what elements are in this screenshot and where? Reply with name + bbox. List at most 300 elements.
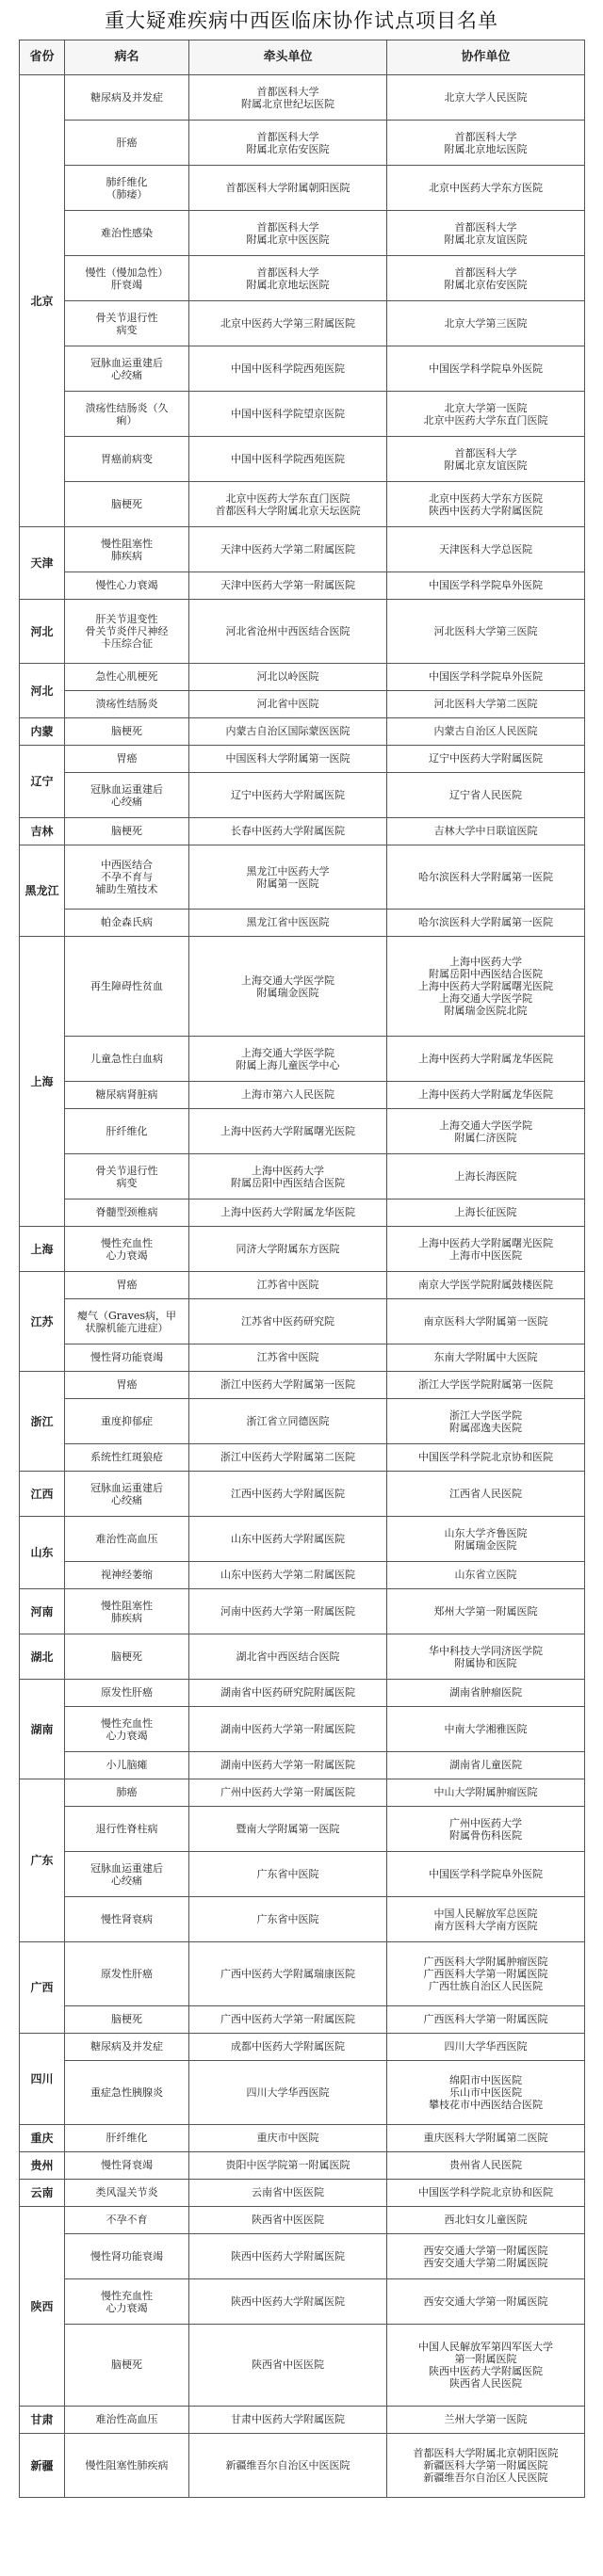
partner-unit-cell-line: 中国人民解放军总医院 <box>433 1907 538 1920</box>
lead-unit-cell <box>189 1680 387 1707</box>
partner-unit-cell-line: 山东省立医院 <box>454 1569 517 1581</box>
disease-cell-line: 心绞痛 <box>111 1493 142 1506</box>
disease-cell-line: 慢性肾衰竭 <box>101 2159 153 2171</box>
lead-unit-cell-line: 重庆市中医院 <box>256 2132 319 2144</box>
lead-unit-cell <box>189 910 387 937</box>
lead-unit-cell <box>189 437 387 482</box>
lead-unit-cell-line: 上海中医药大学 <box>252 1164 324 1177</box>
disease-cell <box>65 2006 189 2034</box>
disease-cell <box>65 2061 189 2125</box>
lead-unit-cell-line: 山东中医药大学附属医院 <box>231 1532 345 1545</box>
province-cell: 河北 <box>20 664 65 718</box>
disease-cell-line: 冠脉血运重建后 <box>90 782 163 796</box>
disease-cell-line: 瘿气（Graves病，甲 <box>77 1309 176 1322</box>
lead-unit-cell <box>189 1037 387 1082</box>
lead-unit-cell-line: 附属第一医院 <box>256 877 319 890</box>
table-row <box>20 1472 585 1517</box>
partner-unit-cell <box>387 346 585 392</box>
partner-unit-cell-line: 广西壮族自治区人民医院 <box>429 1980 543 1992</box>
partner-unit-cell <box>387 2434 585 2498</box>
disease-cell <box>65 256 189 301</box>
disease-cell-line: 脑梗死 <box>111 497 142 510</box>
disease-cell-line: 慢性阻塞性肺疾病 <box>85 2458 169 2471</box>
partner-unit-cell <box>387 166 585 211</box>
lead-unit-cell-line: 中国医科大学附属第一医院 <box>225 752 350 765</box>
partner-unit-cell-line: 中国医学科学院北京协和医院 <box>418 2186 553 2198</box>
province-cell: 浙江 <box>20 1372 65 1472</box>
partner-unit-cell-line: 首都医科大学 <box>454 446 517 459</box>
lead-unit-cell-line: 成都中医药大学附属医院 <box>231 2040 345 2053</box>
lead-unit-cell-line: 同济大学附属东方医院 <box>236 1242 340 1255</box>
disease-cell-line: （肺痿） <box>106 187 148 201</box>
lead-unit-cell-line: 江苏省中医院 <box>256 1279 319 1291</box>
province-cell: 河南 <box>20 1589 65 1634</box>
lead-unit-cell-line: 附属瑞金医院 <box>256 986 319 999</box>
disease-cell <box>65 1154 189 1199</box>
table-row <box>20 1199 585 1227</box>
lead-unit-cell <box>189 1852 387 1897</box>
disease-cell-line: 糖尿病及并发症 <box>90 2040 163 2053</box>
lead-unit-cell-line: 首都医科大学 <box>256 130 319 143</box>
disease-cell-line: 病变 <box>116 1176 138 1189</box>
table-row <box>20 527 585 572</box>
disease-cell-line: 慢性肾功能衰竭 <box>90 2249 163 2262</box>
disease-cell-line: 系统性红斑狼疮 <box>90 1451 163 1463</box>
disease-cell-line: 冠脉血运重建后 <box>90 1861 163 1875</box>
partner-unit-cell-line: 华中科技大学同济医学院 <box>429 1644 543 1657</box>
disease-cell <box>65 1272 189 1299</box>
partner-unit-cell <box>387 1399 585 1444</box>
province-cell: 上海 <box>20 1227 65 1272</box>
partner-unit-cell-line: 西北妇女儿童医院 <box>444 2214 528 2226</box>
lead-unit-cell-line: 上海交通大学医学院 <box>241 1046 334 1059</box>
partner-unit-cell-line: 中国医学科学院北京协和医院 <box>418 1451 553 1463</box>
table-row <box>20 746 585 773</box>
table-row <box>20 437 585 482</box>
partner-unit-cell-line: 新疆维吾尔自治区人民医院 <box>423 2471 548 2484</box>
table-row <box>20 2234 585 2279</box>
lead-unit-cell <box>189 1517 387 1562</box>
table-row <box>20 1779 585 1807</box>
disease-cell-line: 慢性肾衰病 <box>101 1912 153 1925</box>
disease-cell <box>65 1942 189 2006</box>
disease-cell <box>65 818 189 845</box>
province-cell: 辽宁 <box>20 746 65 818</box>
partner-unit-cell-line: 上海长海医院 <box>454 1169 517 1183</box>
table-row <box>20 1444 585 1472</box>
disease-cell-line: 糖尿病及并发症 <box>90 90 163 104</box>
disease-cell-line: 慢性心力衰竭 <box>95 579 158 591</box>
lead-unit-cell-line: 内蒙古自治区国际蒙医医院 <box>225 725 350 737</box>
disease-cell-line: 溃疡性结肠炎（久 <box>85 401 169 414</box>
lead-unit-cell <box>189 392 387 437</box>
partner-unit-cell <box>387 2234 585 2279</box>
lead-unit-cell <box>189 2325 387 2407</box>
partner-unit-cell <box>387 1752 585 1779</box>
lead-unit-cell-line: 浙江中医药大学附属第一医院 <box>220 1378 355 1391</box>
disease-cell <box>65 1344 189 1372</box>
disease-cell-line: 难治性感染 <box>101 226 153 239</box>
province-cell: 吉林 <box>20 818 65 845</box>
lead-unit-cell <box>189 937 387 1037</box>
partner-unit-cell-line: 重庆医科大学附属第二医院 <box>423 2132 548 2144</box>
partner-unit-cell <box>387 2152 585 2180</box>
table-row <box>20 121 585 166</box>
partner-unit-cell-line: 哈尔滨医科大学附属第一医院 <box>418 916 553 928</box>
lead-unit-cell <box>189 1752 387 1779</box>
partner-unit-cell-line: 附属协和医院 <box>454 1656 517 1669</box>
lead-unit-cell <box>189 2034 387 2061</box>
table-row <box>20 2125 585 2152</box>
partner-unit-cell <box>387 1372 585 1399</box>
partner-unit-cell-line: 上海市中医医院 <box>449 1248 522 1262</box>
partner-unit-cell-line: 附属北京友谊医院 <box>444 233 528 246</box>
partner-unit-cell <box>387 746 585 773</box>
partner-unit-cell <box>387 211 585 256</box>
partner-unit-cell <box>387 910 585 937</box>
partner-unit-cell-line: 上海中医药大学附属曙光医院 <box>418 980 553 992</box>
partner-unit-cell-line: 中国医学科学院阜外医院 <box>429 1867 543 1880</box>
disease-cell <box>65 1852 189 1897</box>
disease-cell-line: 慢性阻塞性 <box>101 537 153 550</box>
disease-cell-line: 胃癌 <box>116 1279 138 1291</box>
province-cell: 重庆 <box>20 2125 65 2152</box>
partner-unit-cell-line: 攀枝花市中西医结合医院 <box>429 2099 543 2111</box>
disease-cell-line: 急性心肌梗死 <box>95 670 158 683</box>
partner-unit-cell <box>387 2125 585 2152</box>
table-row <box>20 691 585 718</box>
lead-unit-cell-line: 湖南省中医药研究院附属医院 <box>220 1686 355 1699</box>
disease-cell <box>65 2207 189 2234</box>
partner-unit-cell <box>387 1897 585 1942</box>
partner-unit-cell <box>387 2207 585 2234</box>
partner-unit-cell-line: 南京医科大学附属第一医院 <box>423 1314 548 1328</box>
table-row <box>20 1109 585 1154</box>
lead-unit-cell-line: 广西中医药大学第一附属医院 <box>220 2013 355 2025</box>
lead-unit-cell-line: 附属上海儿童医学中心 <box>236 1058 340 1071</box>
lead-unit-cell <box>189 256 387 301</box>
lead-unit-cell-line: 浙江中医药大学附属第二医院 <box>220 1451 355 1463</box>
disease-cell-line: 骨关节炎伴尺神经 <box>85 625 169 637</box>
disease-cell <box>65 1227 189 1272</box>
lead-unit-cell <box>189 1109 387 1154</box>
lead-unit-cell-line: 附属岳阳中西医结合医院 <box>231 1176 345 1189</box>
province-cell: 广西 <box>20 1942 65 2034</box>
lead-unit-cell-line: 陕西中医药大学附属医院 <box>231 2294 345 2308</box>
table-row <box>20 2180 585 2207</box>
disease-cell <box>65 392 189 437</box>
disease-cell <box>65 910 189 937</box>
lead-unit-cell <box>189 2180 387 2207</box>
partner-unit-cell <box>387 1562 585 1589</box>
lead-unit-cell <box>189 845 387 910</box>
disease-cell-line: 心力衰竭 <box>106 2301 148 2314</box>
partner-unit-cell-line: 辽宁中医药大学附属医院 <box>429 752 543 765</box>
table-row <box>20 211 585 256</box>
lead-unit-cell <box>189 1779 387 1807</box>
table-row <box>20 2152 585 2180</box>
lead-unit-cell-line: 湖北省中西医结合医院 <box>236 1650 340 1663</box>
partner-unit-cell <box>387 1680 585 1707</box>
disease-cell-line: 胃癌 <box>116 752 138 765</box>
disease-cell-line: 脑梗死 <box>111 1650 142 1663</box>
province-cell: 广东 <box>20 1779 65 1942</box>
disease-cell <box>65 166 189 211</box>
partner-unit-cell-line: 北京中医药大学东直门医院 <box>423 413 548 427</box>
partner-unit-cell <box>387 1227 585 1272</box>
partner-unit-cell-line: 湖南省儿童医院 <box>449 1759 522 1771</box>
lead-unit-cell-line: 四川大学华西医院 <box>246 2085 330 2099</box>
lead-unit-cell-line: 甘肃中医药大学附属医院 <box>231 2413 345 2425</box>
province-cell: 上海 <box>20 937 65 1227</box>
table-row <box>20 818 585 845</box>
lead-unit-cell <box>189 600 387 664</box>
table-row <box>20 1372 585 1399</box>
table-row <box>20 2034 585 2061</box>
partner-unit-cell-line: 内蒙古自治区人民医院 <box>433 725 538 737</box>
partner-unit-cell-line: 乐山市中医医院 <box>449 2086 522 2099</box>
lead-unit-cell <box>189 1807 387 1852</box>
lead-unit-cell-line: 湖南中医药大学第一附属医院 <box>220 1722 355 1735</box>
lead-unit-cell-line: 上海交通大学医学院 <box>241 974 334 987</box>
lead-unit-cell <box>189 1589 387 1634</box>
disease-cell <box>65 1082 189 1109</box>
province-cell: 山东 <box>20 1517 65 1589</box>
partner-unit-cell <box>387 1589 585 1634</box>
partner-unit-cell <box>387 392 585 437</box>
disease-cell-line: 骨关节退行性 <box>95 311 158 324</box>
disease-cell-line: 卡压综合征 <box>101 637 153 650</box>
disease-cell-line: 难治性高血压 <box>95 1532 158 1545</box>
partner-unit-cell-line: 中南大学湘雅医院 <box>444 1722 528 1735</box>
partner-unit-cell-line: 北京大学第一医院 <box>444 401 528 414</box>
partner-unit-cell-line: 新疆医科大学第一附属医院 <box>423 2459 548 2471</box>
partner-unit-cell-line: 首都医科大学 <box>454 266 517 279</box>
partner-unit-cell <box>387 1444 585 1472</box>
lead-unit-cell <box>189 773 387 818</box>
disease-cell-line: 慢性（慢加急性） <box>85 266 169 279</box>
header-lead-unit: 牵头单位 <box>189 40 387 75</box>
disease-cell-line: 冠脉血运重建后 <box>90 356 163 369</box>
partner-unit-cell-line: 附属仁济医院 <box>454 1131 517 1144</box>
disease-cell-line: 肝癌 <box>116 136 138 149</box>
lead-unit-cell-line: 北京中医药大学第三附属医院 <box>220 316 355 330</box>
partner-unit-cell-line: 广州中医药大学 <box>449 1816 522 1829</box>
lead-unit-cell <box>189 1272 387 1299</box>
table-row <box>20 2279 585 2325</box>
table-row <box>20 845 585 910</box>
table-row <box>20 1752 585 1779</box>
partner-unit-cell <box>387 2180 585 2207</box>
partner-unit-cell <box>387 2407 585 2434</box>
partner-unit-cell-line: 中国医学科学院阜外医院 <box>429 579 543 591</box>
table-header-row <box>20 40 585 75</box>
lead-unit-cell <box>189 2207 387 2234</box>
disease-cell-line: 溃疡性结肠炎 <box>95 698 158 710</box>
header-disease: 病名 <box>65 40 189 75</box>
province-cell: 河北 <box>20 600 65 664</box>
partner-unit-cell-line: 河北医科大学第二医院 <box>433 698 538 710</box>
partner-unit-cell-line: 上海交通大学医学院 <box>439 1119 532 1132</box>
disease-cell-line: 心绞痛 <box>111 795 142 808</box>
province-cell: 湖南 <box>20 1680 65 1779</box>
lead-unit-cell-line: 附属北京佑安医院 <box>246 142 330 155</box>
lead-unit-cell-line: 河北省沧州中西医结合医院 <box>225 624 350 637</box>
disease-cell <box>65 1752 189 1779</box>
partner-unit-cell-line: 附属瑞金医院北院 <box>444 1005 528 1017</box>
table-row <box>20 1344 585 1372</box>
partner-unit-cell-line: 西安交通大学第一附属医院 <box>423 2294 548 2308</box>
lead-unit-cell <box>189 121 387 166</box>
partner-unit-cell-line: 附属岳阳中西医结合医院 <box>429 968 543 980</box>
table-row <box>20 1082 585 1109</box>
disease-cell <box>65 1109 189 1154</box>
lead-unit-cell <box>189 1227 387 1272</box>
partner-unit-cell-line: 第一附属医院 <box>454 2353 517 2365</box>
table-row <box>20 1942 585 2006</box>
partner-unit-cell <box>387 1344 585 1372</box>
table-row <box>20 1562 585 1589</box>
lead-unit-cell <box>189 746 387 773</box>
disease-cell-line: 慢性充血性 <box>101 1716 153 1730</box>
lead-unit-cell <box>189 2279 387 2325</box>
partner-unit-cell <box>387 664 585 691</box>
lead-unit-cell <box>189 1399 387 1444</box>
lead-unit-cell-line: 云南省中医医院 <box>252 2186 324 2198</box>
lead-unit-cell <box>189 1372 387 1399</box>
province-cell: 四川 <box>20 2034 65 2125</box>
table-row <box>20 1037 585 1082</box>
province-cell: 陕西 <box>20 2207 65 2407</box>
partner-unit-cell <box>387 1109 585 1154</box>
lead-unit-cell <box>189 482 387 527</box>
table-row <box>20 166 585 211</box>
disease-cell-line: 重度抑郁症 <box>101 1414 153 1427</box>
table-row <box>20 2207 585 2234</box>
disease-cell <box>65 2434 189 2498</box>
lead-unit-cell-line: 陕西省中医医院 <box>252 2359 324 2371</box>
partner-unit-cell <box>387 527 585 572</box>
lead-unit-cell-line: 附属北京地坛医院 <box>246 278 330 291</box>
table-row <box>20 572 585 600</box>
table-row <box>20 1897 585 1942</box>
lead-unit-cell-line: 中国中医科学院西苑医院 <box>231 452 345 465</box>
lead-unit-cell <box>189 1082 387 1109</box>
partner-unit-cell-line: 河北医科大学第三医院 <box>433 624 538 637</box>
partner-unit-cell <box>387 1942 585 2006</box>
disease-cell-line: 脑梗死 <box>111 725 142 737</box>
disease-cell-line: 中西医结合 <box>101 859 153 871</box>
province-cell: 贵州 <box>20 2152 65 2180</box>
disease-cell-line: 心力衰竭 <box>106 1248 148 1262</box>
province-cell: 内蒙 <box>20 718 65 746</box>
table-row <box>20 718 585 746</box>
partner-unit-cell-line: 浙江大学医学院附属第一医院 <box>418 1378 553 1391</box>
disease-cell <box>65 1589 189 1634</box>
lead-unit-cell-line: 黑龙江中医药大学 <box>246 864 330 877</box>
lead-unit-cell <box>189 75 387 121</box>
partner-unit-cell <box>387 600 585 664</box>
disease-cell <box>65 1472 189 1517</box>
disease-cell <box>65 1562 189 1589</box>
lead-unit-cell-line: 中国中医科学院西苑医院 <box>231 362 345 375</box>
page-title: 重大疑难疾病中西医临床协作试点项目名单 <box>105 9 498 32</box>
disease-cell-line: 胃癌前病变 <box>101 452 153 465</box>
lead-unit-cell-line: 附属北京中医医院 <box>246 233 330 246</box>
partner-unit-cell-line: 广西医科大学第一附属医院 <box>423 1968 548 1980</box>
lead-unit-cell <box>189 2434 387 2498</box>
table-row <box>20 1807 585 1852</box>
lead-unit-cell <box>189 1562 387 1589</box>
disease-cell <box>65 437 189 482</box>
lead-unit-cell <box>189 572 387 600</box>
lead-unit-cell-line: 首都医科大学 <box>256 220 319 233</box>
disease-cell <box>65 2034 189 2061</box>
lead-unit-cell <box>189 1707 387 1752</box>
lead-unit-cell-line: 陕西省中医医院 <box>252 2214 324 2226</box>
disease-cell-line: 不孕不育与 <box>101 871 153 883</box>
disease-cell <box>65 1399 189 1444</box>
province-cell: 甘肃 <box>20 2407 65 2434</box>
header-province: 省份 <box>20 40 65 75</box>
partner-unit-cell-line: 中国医学科学院阜外医院 <box>429 362 543 375</box>
lead-unit-cell <box>189 1444 387 1472</box>
partner-unit-cell <box>387 1779 585 1807</box>
disease-cell-line: 病变 <box>116 323 138 336</box>
partner-unit-cell-line: 附属瑞金医院 <box>454 1538 517 1552</box>
partner-unit-cell <box>387 482 585 527</box>
lead-unit-cell-line: 黑龙江省中医医院 <box>246 916 330 928</box>
lead-unit-cell-line: 湖南中医药大学第一附属医院 <box>220 1759 355 1771</box>
disease-cell-line: 心力衰竭 <box>106 1729 148 1742</box>
partner-unit-cell-line: 上海中医药大学附属龙华医院 <box>418 1052 553 1065</box>
lead-unit-cell <box>189 2234 387 2279</box>
partner-unit-cell <box>387 437 585 482</box>
lead-unit-cell <box>189 1472 387 1517</box>
table-row <box>20 1852 585 1897</box>
lead-unit-cell-line: 首都医科大学附属北京天坛医院 <box>215 504 361 517</box>
lead-unit-cell-line: 暨南大学附属第一医院 <box>236 1822 340 1835</box>
lead-unit-cell <box>189 2407 387 2434</box>
disease-cell-line: 状腺机能亢进症） <box>85 1321 169 1334</box>
table-row <box>20 600 585 664</box>
disease-cell <box>65 301 189 346</box>
disease-cell-line: 原发性肝癌 <box>101 1967 153 1980</box>
partner-unit-cell <box>387 1154 585 1199</box>
disease-cell <box>65 2325 189 2407</box>
table-row <box>20 1227 585 1272</box>
disease-cell <box>65 845 189 910</box>
lead-unit-cell-line: 长春中医药大学附属医院 <box>231 825 345 837</box>
partner-unit-cell-line: 辽宁省人民医院 <box>449 788 522 801</box>
partner-unit-cell <box>387 718 585 746</box>
partner-unit-cell <box>387 1517 585 1562</box>
partner-unit-cell <box>387 1634 585 1680</box>
lead-unit-cell-line: 江苏省中医院 <box>256 1351 319 1363</box>
partner-unit-cell <box>387 2061 585 2125</box>
table-row <box>20 256 585 301</box>
lead-unit-cell <box>189 1942 387 2006</box>
table-body <box>20 75 585 2498</box>
table-row <box>20 1589 585 1634</box>
partner-unit-cell-line: 四川大学华西医院 <box>444 2040 528 2053</box>
partner-unit-cell-line: 北京中医药大学东方医院 <box>429 491 543 505</box>
partner-unit-cell-line: 陕西中医药大学附属医院 <box>429 504 543 517</box>
disease-cell <box>65 1372 189 1399</box>
table-row <box>20 75 585 121</box>
partner-unit-cell-line: 首都医科大学 <box>454 220 517 233</box>
partner-unit-cell-line: 附属邵逸夫医院 <box>449 1421 522 1434</box>
